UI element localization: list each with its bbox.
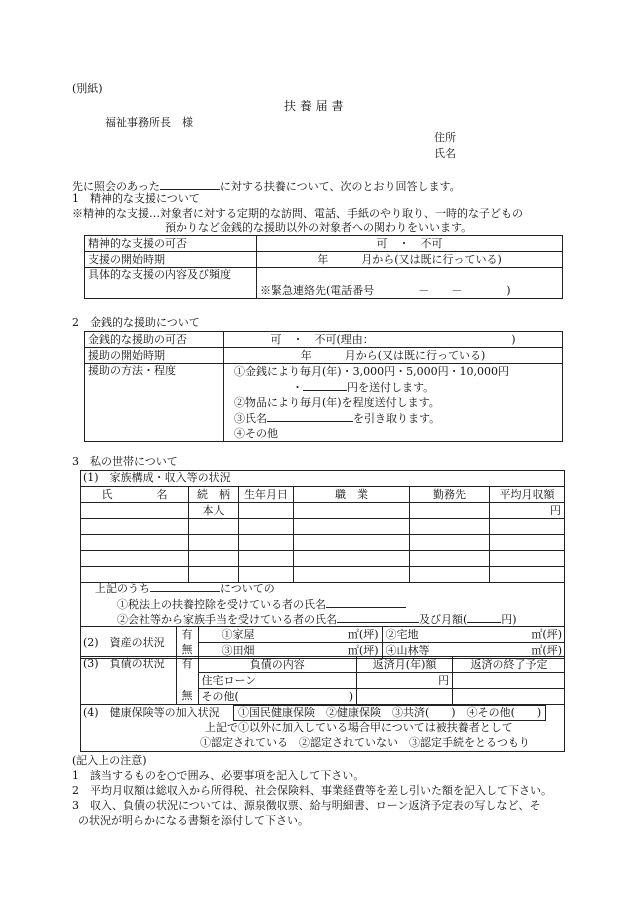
sec2-label: 援助の方法・程度 [85, 364, 224, 442]
sec1-row [85, 268, 563, 299]
address-label: 住所 [434, 131, 456, 144]
unit: ㎡(坪) [531, 643, 562, 657]
of-line [95, 580, 275, 596]
sec2-label: 援助の開始時期 [85, 348, 224, 364]
of-pre: 上記のうち [95, 582, 150, 595]
debt-no[interactable]: 無 [176, 689, 198, 705]
intro-before: 先に照会のあった [72, 180, 160, 193]
cell[interactable] [453, 689, 565, 705]
cell[interactable] [490, 535, 565, 551]
note-3b: の状況が明らかになる書類を添付して下さい。 [78, 814, 309, 827]
col-name: 氏 名 [81, 487, 189, 503]
col-occupation: 職 業 [294, 487, 410, 503]
allowance-amount-blank[interactable] [467, 611, 501, 623]
cell[interactable] [490, 567, 565, 583]
sec1-label: 精神的な支援の可否 [85, 236, 257, 252]
sec1-heading: 1 精神的な支援について [72, 192, 200, 205]
sec1-note2: 預かりなど金銭的な援助以外の対象者への関わりをいいます。 [165, 221, 473, 234]
deduction-blank[interactable] [326, 596, 406, 608]
assets-table [80, 626, 565, 659]
unit: ㎡(坪) [347, 627, 379, 641]
col-income: 平均月収額 [490, 487, 565, 503]
family-title: (1) 家族構成・収入等の状況 [83, 471, 231, 484]
method-1[interactable]: ①金銭により毎月(年)・3,000円・5,000円・10,000円 [234, 365, 510, 378]
cell[interactable] [294, 535, 410, 551]
debt-row [80, 657, 565, 673]
cell[interactable] [239, 503, 294, 519]
debt-housing: 住宅ローン [198, 673, 357, 689]
allowance-amount-pre: 及び月額( [419, 613, 468, 626]
asset-forest: ④山林等 [385, 643, 430, 657]
family-row [81, 535, 565, 551]
yen-unit: 円 [490, 503, 565, 519]
sec2-heading: 2 金銭的な援助について [72, 316, 200, 329]
method-1b-post: 円を送付します。 [347, 381, 435, 394]
sec2-row [85, 348, 563, 364]
col-workplace: 勤務先 [410, 487, 490, 503]
document-title: 扶 養 届 書 [284, 99, 344, 113]
sec1-value[interactable]: 可 ・ 不可 [257, 236, 563, 252]
col-relation: 続 柄 [189, 487, 239, 503]
note-2: 2 平均月収額は総収入から所得税、社会保険料、事業経費等を差し引いた額を記入して下さい。 [72, 784, 552, 797]
note-3a: 3 収入、負債の状況については、源泉徴収票、給与明細書、ローン返済予定表の写しなど、そ [72, 799, 541, 812]
deduction-line [117, 596, 406, 612]
cell[interactable] [294, 551, 410, 567]
sec1-value[interactable]: 年 月から(又は既に行っている) [257, 252, 563, 268]
cell[interactable] [294, 503, 410, 519]
cell[interactable] [189, 551, 239, 567]
addressee: 福祉事務所長 様 [105, 116, 193, 129]
cell[interactable] [410, 535, 490, 551]
family-header-row [81, 487, 565, 503]
sec2-value[interactable]: 年 月から(又は既に行っている) [224, 348, 563, 364]
debt-yes[interactable]: 有 [176, 657, 198, 689]
intro-blank[interactable] [160, 178, 220, 190]
cell[interactable] [410, 519, 490, 535]
relation-self: 本人 [189, 503, 239, 519]
family-row [81, 551, 565, 567]
asset-cell[interactable] [198, 627, 382, 643]
allowance-line [117, 611, 517, 627]
yen-unit: 円 [357, 673, 453, 689]
cell[interactable] [239, 535, 294, 551]
sec1-table [84, 235, 563, 299]
sec1-value[interactable]: ※緊急連絡先(電話番号 － － ) [257, 268, 563, 299]
deduction-label: ①税法上の扶養控除を受けている者の氏名 [117, 598, 326, 611]
insurance-divider [80, 704, 565, 705]
debt-label: (3) 負債の状況 [80, 657, 176, 705]
cell[interactable] [81, 519, 189, 535]
sec2-row [85, 332, 563, 348]
cell[interactable] [189, 535, 239, 551]
of-blank[interactable] [150, 580, 220, 592]
insurance-line2: 上記で①以外に加入している場合甲については被扶養者として [205, 721, 513, 734]
name-label: 氏名 [434, 147, 456, 160]
debt-header: 返済の終了予定 [453, 657, 565, 673]
debt-other[interactable]: その他( ) [198, 689, 357, 705]
method-3[interactable] [234, 410, 559, 426]
allowance-label: ②会社等から家族手当を受けている者の氏名 [117, 613, 337, 626]
unit: ㎡(坪) [347, 643, 379, 657]
debt-header: 負債の内容 [198, 657, 357, 673]
debt-table [80, 656, 565, 705]
family-row [81, 519, 565, 535]
method-1b-pre: ・ [292, 381, 303, 394]
method-3-pre: ③氏名 [234, 412, 267, 425]
cell[interactable] [239, 519, 294, 535]
sec1-label: 支援の開始時期 [85, 252, 257, 268]
col-birthdate: 生年月日 [239, 487, 294, 503]
allowance-blank[interactable] [337, 611, 419, 623]
sec2-label: 金銭的な援助の可否 [85, 332, 224, 348]
method-4[interactable]: ④その他 [234, 427, 278, 440]
cell[interactable] [490, 551, 565, 567]
assets-no[interactable]: 無 [176, 643, 198, 659]
insurance-line3[interactable]: ①認定されている ②認定されていない ③認定手続をとるつもり [200, 736, 530, 749]
cell[interactable] [410, 551, 490, 567]
sec1-row [85, 252, 563, 268]
family-row [81, 503, 565, 519]
asset-field: ③田畑 [221, 643, 255, 657]
cell[interactable] [239, 551, 294, 567]
asset-cell[interactable] [382, 627, 565, 643]
cell[interactable] [357, 689, 453, 705]
assets-yes[interactable]: 有 [176, 627, 198, 643]
cell[interactable] [294, 567, 410, 583]
bessi-label: (別紙) [72, 82, 103, 95]
cell[interactable] [81, 503, 189, 519]
method-1b[interactable] [234, 379, 559, 395]
sec1-note1: ※精神的な支援…対象者に対する定期的な訪問、電話、手紙のやり取り、一時的な子どもの [72, 207, 523, 220]
method-1b-blank[interactable] [303, 379, 347, 391]
of-post: についての [220, 582, 275, 595]
note-1: 1 該当するものを○で囲み、必要事項を記入して下さい。 [72, 769, 365, 782]
family-table [80, 486, 565, 583]
notes-title: (記入上の注意) [72, 754, 147, 767]
sec1-row [85, 236, 563, 252]
assets-row [80, 627, 565, 643]
cell[interactable] [294, 519, 410, 535]
sec3-heading: 3 私の世帯について [72, 455, 178, 468]
allowance-amount-post: 円) [501, 613, 517, 626]
asset-land: ②宅地 [385, 627, 419, 641]
sec2-table [84, 331, 563, 442]
intro-after: に対する扶養について、次のとおり回答します。 [219, 180, 461, 193]
debt-header: 返済月(年)額 [357, 657, 453, 673]
cell[interactable] [81, 551, 189, 567]
cell[interactable] [490, 519, 565, 535]
cell[interactable] [189, 519, 239, 535]
unit: ㎡(坪) [531, 627, 562, 641]
sec2-value[interactable]: 可 ・ 不可(理由： ) [224, 332, 563, 348]
cell[interactable] [81, 535, 189, 551]
sec2-row [85, 364, 563, 442]
method-3-blank[interactable] [267, 410, 353, 422]
asset-house: ①家屋 [221, 627, 255, 641]
cell[interactable] [410, 503, 490, 519]
assets-label: (2) 資産の状況 [80, 627, 176, 659]
cell[interactable] [410, 567, 490, 583]
method-3-post: を引き取ります。 [353, 412, 441, 425]
sec2-methods [224, 364, 563, 442]
insurance-options[interactable]: ①国民健康保険 ②健康保険 ③共済( ) ④その他( ) [233, 705, 546, 721]
method-2[interactable]: ②物品により毎月(年)を程度送付します。 [234, 396, 440, 409]
insurance-label: (4) 健康保険等の加入状況 [83, 706, 220, 719]
cell[interactable] [453, 673, 565, 689]
sec1-label: 具体的な支援の内容及び頻度 [85, 268, 257, 299]
